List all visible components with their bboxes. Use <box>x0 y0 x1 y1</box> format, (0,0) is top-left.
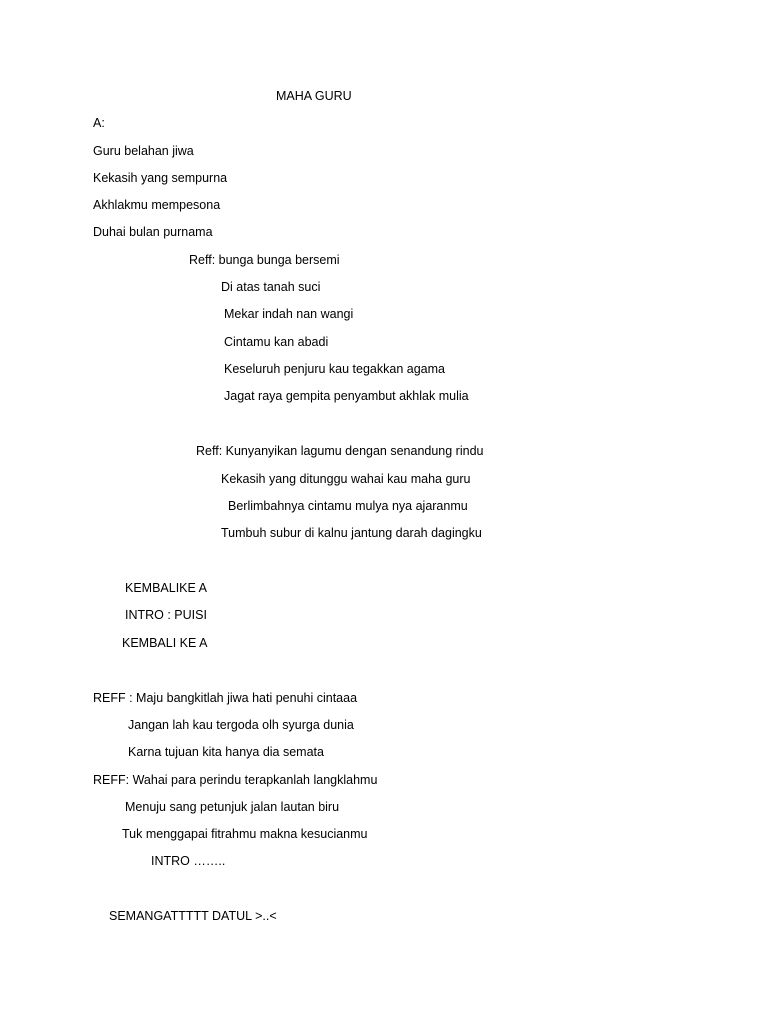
verse-line: Kekasih yang sempurna <box>93 171 228 185</box>
reff1-line: Di atas tanah suci <box>221 280 321 294</box>
reff1-line: Cintamu kan abadi <box>224 335 329 349</box>
verse-line: Akhlakmu mempesona <box>93 198 221 212</box>
verse-line: Guru belahan jiwa <box>93 144 194 158</box>
reff4-line: Tuk menggapai fitrahmu makna kesucianmu <box>122 827 368 841</box>
reff2-line: Reff: Kunyanyikan lagumu dengan senandung rindu <box>196 444 484 458</box>
reff1-line: Keseluruh penjuru kau tegakkan agama <box>224 362 445 376</box>
reff1-line: Jagat raya gempita penyambut akhlak mulia <box>224 389 469 403</box>
reff2-line: Kekasih yang ditunggu wahai kau maha guru <box>221 472 471 486</box>
section-a-label: A: <box>93 116 105 130</box>
reff2-line: Tumbuh subur di kalnu jantung darah dagingku <box>221 526 482 540</box>
reff3-line: REFF : Maju bangkitlah jiwa hati penuhi cintaaa <box>93 691 358 705</box>
instruction-line: KEMBALI KE A <box>122 636 208 650</box>
reff1-line: Mekar indah nan wangi <box>224 307 354 321</box>
verse-line: Duhai bulan purnama <box>93 225 213 239</box>
reff4-line: REFF: Wahai para perindu terapkanlah langklahmu <box>93 773 378 787</box>
reff3-line: Jangan lah kau tergoda olh syurga dunia <box>128 718 354 732</box>
reff2-line: Berlimbahnya cintamu mulya nya ajaranmu <box>228 499 468 513</box>
instruction-line: INTRO : PUISI <box>125 608 207 622</box>
intro-line: INTRO …….. <box>151 854 226 868</box>
reff3-line: Karna tujuan kita hanya dia semata <box>128 745 324 759</box>
song-title: MAHA GURU <box>276 89 352 103</box>
instruction-line: KEMBALIKE A <box>125 581 207 595</box>
reff1-line: Reff: bunga bunga bersemi <box>189 253 340 267</box>
closing-line: SEMANGATTTTT DATUL >..< <box>109 909 277 923</box>
reff4-line: Menuju sang petunjuk jalan lautan biru <box>125 800 340 814</box>
